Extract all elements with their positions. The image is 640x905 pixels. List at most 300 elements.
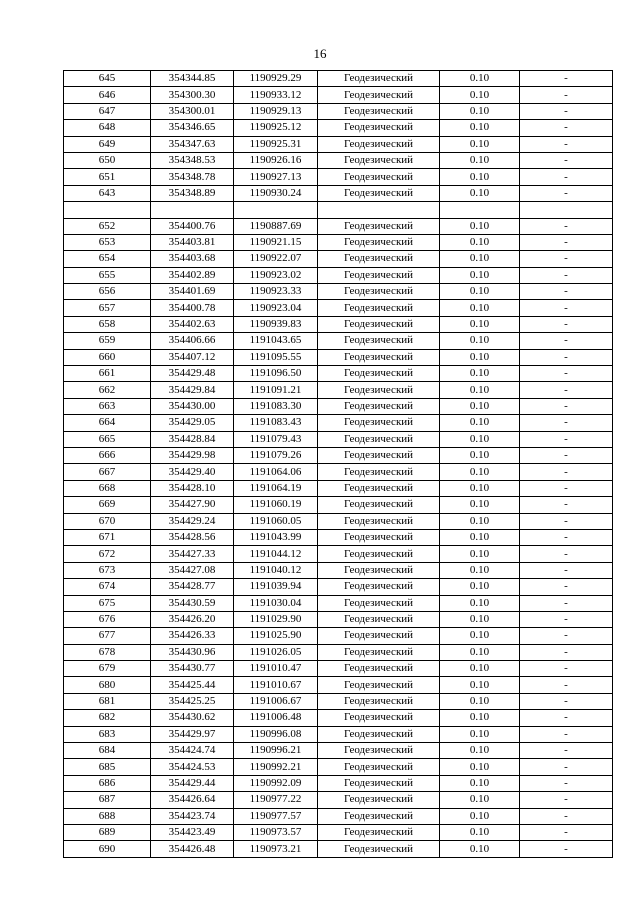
point-number-cell: 687	[64, 792, 151, 808]
x-coordinate-cell: 354426.20	[151, 611, 234, 627]
table-row	[64, 87, 613, 103]
note-cell: -	[520, 398, 613, 414]
method-cell: Геодезический	[318, 677, 440, 693]
table-row	[64, 562, 613, 578]
accuracy-cell: 0.10	[440, 267, 520, 283]
accuracy-cell: 0.10	[440, 743, 520, 759]
note-cell: -	[520, 497, 613, 513]
method-cell: Геодезический	[318, 710, 440, 726]
note-cell: -	[520, 693, 613, 709]
point-number-cell: 653	[64, 234, 151, 250]
x-coordinate-cell: 354427.08	[151, 562, 234, 578]
point-number-cell: 664	[64, 415, 151, 431]
method-cell: Геодезический	[318, 546, 440, 562]
method-cell: Геодезический	[318, 464, 440, 480]
y-coordinate-cell: 1191010.47	[234, 661, 318, 677]
table-row	[64, 398, 613, 414]
y-coordinate-cell: 1190927.13	[234, 169, 318, 185]
y-coordinate-cell: 1190992.21	[234, 759, 318, 775]
y-coordinate-cell: 1191064.06	[234, 464, 318, 480]
note-cell: -	[520, 218, 613, 234]
table-row	[64, 480, 613, 496]
table-row	[64, 693, 613, 709]
point-number-cell: 668	[64, 480, 151, 496]
x-coordinate-cell: 354429.84	[151, 382, 234, 398]
table-row	[64, 759, 613, 775]
method-cell: Геодезический	[318, 103, 440, 119]
y-coordinate-cell: 1190939.83	[234, 316, 318, 332]
point-number-cell: 649	[64, 136, 151, 152]
x-coordinate-cell: 354300.01	[151, 103, 234, 119]
point-number-cell: 660	[64, 349, 151, 365]
accuracy-cell: 0.10	[440, 841, 520, 857]
point-number-cell: 656	[64, 284, 151, 300]
method-cell: Геодезический	[318, 759, 440, 775]
table-row	[64, 661, 613, 677]
note-cell	[520, 202, 613, 218]
accuracy-cell: 0.10	[440, 824, 520, 840]
accuracy-cell	[440, 202, 520, 218]
accuracy-cell: 0.10	[440, 644, 520, 660]
x-coordinate-cell: 354427.90	[151, 497, 234, 513]
accuracy-cell: 0.10	[440, 382, 520, 398]
coordinates-table-body	[64, 71, 613, 858]
table-row	[64, 546, 613, 562]
note-cell: -	[520, 792, 613, 808]
table-row	[64, 382, 613, 398]
note-cell: -	[520, 743, 613, 759]
method-cell: Геодезический	[318, 398, 440, 414]
accuracy-cell: 0.10	[440, 513, 520, 529]
table-row	[64, 251, 613, 267]
note-cell: -	[520, 251, 613, 267]
method-cell: Геодезический	[318, 595, 440, 611]
y-coordinate-cell: 1190923.04	[234, 300, 318, 316]
note-cell: -	[520, 464, 613, 480]
method-cell: Геодезический	[318, 562, 440, 578]
y-coordinate-cell: 1191083.30	[234, 398, 318, 414]
accuracy-cell: 0.10	[440, 480, 520, 496]
point-number-cell: 662	[64, 382, 151, 398]
table-row	[64, 628, 613, 644]
accuracy-cell: 0.10	[440, 726, 520, 742]
x-coordinate-cell	[151, 202, 234, 218]
note-cell: -	[520, 513, 613, 529]
accuracy-cell: 0.10	[440, 775, 520, 791]
note-cell: -	[520, 759, 613, 775]
table-row	[64, 267, 613, 283]
note-cell: -	[520, 595, 613, 611]
point-number-cell: 677	[64, 628, 151, 644]
note-cell: -	[520, 431, 613, 447]
x-coordinate-cell: 354300.30	[151, 87, 234, 103]
note-cell: -	[520, 808, 613, 824]
y-coordinate-cell: 1190992.09	[234, 775, 318, 791]
point-number-cell: 648	[64, 120, 151, 136]
accuracy-cell: 0.10	[440, 284, 520, 300]
x-coordinate-cell: 354423.74	[151, 808, 234, 824]
x-coordinate-cell: 354401.69	[151, 284, 234, 300]
table-row	[64, 234, 613, 250]
accuracy-cell: 0.10	[440, 251, 520, 267]
method-cell: Геодезический	[318, 611, 440, 627]
table-row	[64, 152, 613, 168]
method-cell: Геодезический	[318, 333, 440, 349]
y-coordinate-cell: 1191043.99	[234, 529, 318, 545]
accuracy-cell: 0.10	[440, 103, 520, 119]
y-coordinate-cell: 1190996.08	[234, 726, 318, 742]
method-cell: Геодезический	[318, 218, 440, 234]
point-number-cell: 678	[64, 644, 151, 660]
x-coordinate-cell: 354429.24	[151, 513, 234, 529]
note-cell: -	[520, 267, 613, 283]
y-coordinate-cell: 1191026.05	[234, 644, 318, 660]
point-number-cell: 680	[64, 677, 151, 693]
x-coordinate-cell: 354346.65	[151, 120, 234, 136]
point-number-cell: 657	[64, 300, 151, 316]
y-coordinate-cell: 1190922.07	[234, 251, 318, 267]
method-cell: Геодезический	[318, 726, 440, 742]
table-row	[64, 218, 613, 234]
accuracy-cell: 0.10	[440, 316, 520, 332]
method-cell: Геодезический	[318, 185, 440, 201]
y-coordinate-cell: 1191095.55	[234, 349, 318, 365]
note-cell: -	[520, 366, 613, 382]
table-row	[64, 120, 613, 136]
note-cell: -	[520, 628, 613, 644]
y-coordinate-cell: 1191079.26	[234, 447, 318, 463]
table-row	[64, 349, 613, 365]
y-coordinate-cell: 1190925.12	[234, 120, 318, 136]
x-coordinate-cell: 354428.77	[151, 579, 234, 595]
point-number-cell: 667	[64, 464, 151, 480]
method-cell: Геодезический	[318, 300, 440, 316]
point-number-cell: 672	[64, 546, 151, 562]
method-cell: Геодезический	[318, 169, 440, 185]
x-coordinate-cell: 354403.68	[151, 251, 234, 267]
y-coordinate-cell: 1190923.33	[234, 284, 318, 300]
method-cell: Геодезический	[318, 661, 440, 677]
point-number-cell: 671	[64, 529, 151, 545]
y-coordinate-cell: 1191025.90	[234, 628, 318, 644]
y-coordinate-cell: 1191043.65	[234, 333, 318, 349]
table-row	[64, 841, 613, 857]
method-cell: Геодезический	[318, 316, 440, 332]
table-row	[64, 284, 613, 300]
accuracy-cell: 0.10	[440, 447, 520, 463]
method-cell: Геодезический	[318, 136, 440, 152]
note-cell: -	[520, 677, 613, 693]
accuracy-cell: 0.10	[440, 185, 520, 201]
table-row	[64, 431, 613, 447]
table-row	[64, 529, 613, 545]
accuracy-cell: 0.10	[440, 464, 520, 480]
note-cell: -	[520, 726, 613, 742]
accuracy-cell: 0.10	[440, 366, 520, 382]
note-cell: -	[520, 333, 613, 349]
table-row	[64, 611, 613, 627]
note-cell: -	[520, 71, 613, 87]
point-number-cell: 690	[64, 841, 151, 857]
table-row	[64, 579, 613, 595]
x-coordinate-cell: 354430.62	[151, 710, 234, 726]
accuracy-cell: 0.10	[440, 579, 520, 595]
x-coordinate-cell: 354344.85	[151, 71, 234, 87]
accuracy-cell: 0.10	[440, 529, 520, 545]
table-row	[64, 808, 613, 824]
point-number-cell: 689	[64, 824, 151, 840]
x-coordinate-cell: 354348.78	[151, 169, 234, 185]
method-cell: Геодезический	[318, 366, 440, 382]
x-coordinate-cell: 354425.44	[151, 677, 234, 693]
x-coordinate-cell: 354426.33	[151, 628, 234, 644]
x-coordinate-cell: 354426.48	[151, 841, 234, 857]
x-coordinate-cell: 354429.97	[151, 726, 234, 742]
x-coordinate-cell: 354347.63	[151, 136, 234, 152]
method-cell: Геодезический	[318, 87, 440, 103]
x-coordinate-cell: 354348.53	[151, 152, 234, 168]
note-cell: -	[520, 447, 613, 463]
method-cell: Геодезический	[318, 447, 440, 463]
accuracy-cell: 0.10	[440, 546, 520, 562]
accuracy-cell: 0.10	[440, 71, 520, 87]
x-coordinate-cell: 354429.44	[151, 775, 234, 791]
method-cell: Геодезический	[318, 808, 440, 824]
y-coordinate-cell: 1191010.67	[234, 677, 318, 693]
x-coordinate-cell: 354402.89	[151, 267, 234, 283]
accuracy-cell: 0.10	[440, 136, 520, 152]
method-cell: Геодезический	[318, 349, 440, 365]
y-coordinate-cell: 1190926.16	[234, 152, 318, 168]
y-coordinate-cell: 1191083.43	[234, 415, 318, 431]
table-row	[64, 300, 613, 316]
note-cell: -	[520, 480, 613, 496]
method-cell: Геодезический	[318, 251, 440, 267]
table-row	[64, 202, 613, 218]
method-cell: Геодезический	[318, 415, 440, 431]
y-coordinate-cell: 1191040.12	[234, 562, 318, 578]
point-number-cell: 658	[64, 316, 151, 332]
point-number-cell: 670	[64, 513, 151, 529]
point-number-cell: 688	[64, 808, 151, 824]
point-number-cell: 681	[64, 693, 151, 709]
accuracy-cell: 0.10	[440, 300, 520, 316]
y-coordinate-cell: 1191030.04	[234, 595, 318, 611]
x-coordinate-cell: 354425.25	[151, 693, 234, 709]
x-coordinate-cell: 354430.59	[151, 595, 234, 611]
y-coordinate-cell: 1191029.90	[234, 611, 318, 627]
table-row	[64, 710, 613, 726]
note-cell: -	[520, 185, 613, 201]
y-coordinate-cell: 1190929.29	[234, 71, 318, 87]
y-coordinate-cell: 1191060.19	[234, 497, 318, 513]
point-number-cell: 686	[64, 775, 151, 791]
y-coordinate-cell: 1191006.67	[234, 693, 318, 709]
x-coordinate-cell: 354428.84	[151, 431, 234, 447]
note-cell: -	[520, 775, 613, 791]
y-coordinate-cell: 1191044.12	[234, 546, 318, 562]
method-cell	[318, 202, 440, 218]
accuracy-cell: 0.10	[440, 431, 520, 447]
method-cell: Геодезический	[318, 431, 440, 447]
note-cell: -	[520, 546, 613, 562]
table-row	[64, 743, 613, 759]
accuracy-cell: 0.10	[440, 710, 520, 726]
accuracy-cell: 0.10	[440, 693, 520, 709]
accuracy-cell: 0.10	[440, 120, 520, 136]
x-coordinate-cell: 354429.05	[151, 415, 234, 431]
note-cell: -	[520, 300, 613, 316]
accuracy-cell: 0.10	[440, 808, 520, 824]
table-row	[64, 824, 613, 840]
method-cell: Геодезический	[318, 841, 440, 857]
table-row	[64, 775, 613, 791]
point-number-cell: 663	[64, 398, 151, 414]
note-cell: -	[520, 562, 613, 578]
point-number-cell: 654	[64, 251, 151, 267]
note-cell: -	[520, 152, 613, 168]
x-coordinate-cell: 354423.49	[151, 824, 234, 840]
note-cell: -	[520, 611, 613, 627]
x-coordinate-cell: 354430.96	[151, 644, 234, 660]
point-number-cell: 685	[64, 759, 151, 775]
y-coordinate-cell: 1191091.21	[234, 382, 318, 398]
x-coordinate-cell: 354429.40	[151, 464, 234, 480]
accuracy-cell: 0.10	[440, 87, 520, 103]
accuracy-cell: 0.10	[440, 792, 520, 808]
point-number-cell: 673	[64, 562, 151, 578]
method-cell: Геодезический	[318, 743, 440, 759]
point-number-cell: 665	[64, 431, 151, 447]
y-coordinate-cell: 1191064.19	[234, 480, 318, 496]
point-number-cell: 661	[64, 366, 151, 382]
y-coordinate-cell: 1190921.15	[234, 234, 318, 250]
x-coordinate-cell: 354424.53	[151, 759, 234, 775]
method-cell: Геодезический	[318, 152, 440, 168]
y-coordinate-cell: 1190929.13	[234, 103, 318, 119]
accuracy-cell: 0.10	[440, 759, 520, 775]
table-row	[64, 447, 613, 463]
y-coordinate-cell: 1190930.24	[234, 185, 318, 201]
x-coordinate-cell: 354426.64	[151, 792, 234, 808]
method-cell: Геодезический	[318, 529, 440, 545]
table-row	[64, 136, 613, 152]
accuracy-cell: 0.10	[440, 234, 520, 250]
note-cell: -	[520, 284, 613, 300]
note-cell: -	[520, 169, 613, 185]
x-coordinate-cell: 354348.89	[151, 185, 234, 201]
y-coordinate-cell: 1190996.21	[234, 743, 318, 759]
x-coordinate-cell: 354406.66	[151, 333, 234, 349]
point-number-cell: 643	[64, 185, 151, 201]
x-coordinate-cell: 354429.48	[151, 366, 234, 382]
note-cell: -	[520, 824, 613, 840]
method-cell: Геодезический	[318, 267, 440, 283]
x-coordinate-cell: 354430.00	[151, 398, 234, 414]
method-cell: Геодезический	[318, 792, 440, 808]
table-row	[64, 333, 613, 349]
x-coordinate-cell: 354428.10	[151, 480, 234, 496]
y-coordinate-cell: 1190973.57	[234, 824, 318, 840]
point-number-cell: 651	[64, 169, 151, 185]
point-number-cell: 645	[64, 71, 151, 87]
accuracy-cell: 0.10	[440, 661, 520, 677]
accuracy-cell: 0.10	[440, 611, 520, 627]
method-cell: Геодезический	[318, 120, 440, 136]
y-coordinate-cell: 1191096.50	[234, 366, 318, 382]
point-number-cell: 646	[64, 87, 151, 103]
y-coordinate-cell	[234, 202, 318, 218]
note-cell: -	[520, 87, 613, 103]
note-cell: -	[520, 529, 613, 545]
note-cell: -	[520, 644, 613, 660]
note-cell: -	[520, 349, 613, 365]
method-cell: Геодезический	[318, 628, 440, 644]
point-number-cell: 655	[64, 267, 151, 283]
note-cell: -	[520, 415, 613, 431]
y-coordinate-cell: 1190887.69	[234, 218, 318, 234]
table-row	[64, 513, 613, 529]
x-coordinate-cell: 354400.78	[151, 300, 234, 316]
point-number-cell: 684	[64, 743, 151, 759]
method-cell: Геодезический	[318, 579, 440, 595]
coordinates-table	[63, 70, 613, 858]
x-coordinate-cell: 354427.33	[151, 546, 234, 562]
note-cell: -	[520, 382, 613, 398]
accuracy-cell: 0.10	[440, 497, 520, 513]
point-number-cell: 652	[64, 218, 151, 234]
method-cell: Геодезический	[318, 824, 440, 840]
point-number-cell: 674	[64, 579, 151, 595]
method-cell: Геодезический	[318, 480, 440, 496]
method-cell: Геодезический	[318, 382, 440, 398]
note-cell: -	[520, 661, 613, 677]
accuracy-cell: 0.10	[440, 628, 520, 644]
point-number-cell	[64, 202, 151, 218]
table-row	[64, 644, 613, 660]
y-coordinate-cell: 1190933.12	[234, 87, 318, 103]
point-number-cell: 676	[64, 611, 151, 627]
y-coordinate-cell: 1190923.02	[234, 267, 318, 283]
accuracy-cell: 0.10	[440, 218, 520, 234]
table-row	[64, 185, 613, 201]
accuracy-cell: 0.10	[440, 595, 520, 611]
y-coordinate-cell: 1191060.05	[234, 513, 318, 529]
table-row	[64, 415, 613, 431]
table-row	[64, 726, 613, 742]
note-cell: -	[520, 316, 613, 332]
point-number-cell: 647	[64, 103, 151, 119]
y-coordinate-cell: 1191006.48	[234, 710, 318, 726]
table-row	[64, 464, 613, 480]
x-coordinate-cell: 354430.77	[151, 661, 234, 677]
y-coordinate-cell: 1190925.31	[234, 136, 318, 152]
accuracy-cell: 0.10	[440, 152, 520, 168]
accuracy-cell: 0.10	[440, 169, 520, 185]
note-cell: -	[520, 103, 613, 119]
point-number-cell: 682	[64, 710, 151, 726]
point-number-cell: 650	[64, 152, 151, 168]
note-cell: -	[520, 120, 613, 136]
x-coordinate-cell: 354400.76	[151, 218, 234, 234]
method-cell: Геодезический	[318, 775, 440, 791]
method-cell: Геодезический	[318, 234, 440, 250]
point-number-cell: 675	[64, 595, 151, 611]
method-cell: Геодезический	[318, 644, 440, 660]
x-coordinate-cell: 354407.12	[151, 349, 234, 365]
point-number-cell: 669	[64, 497, 151, 513]
table-row	[64, 103, 613, 119]
